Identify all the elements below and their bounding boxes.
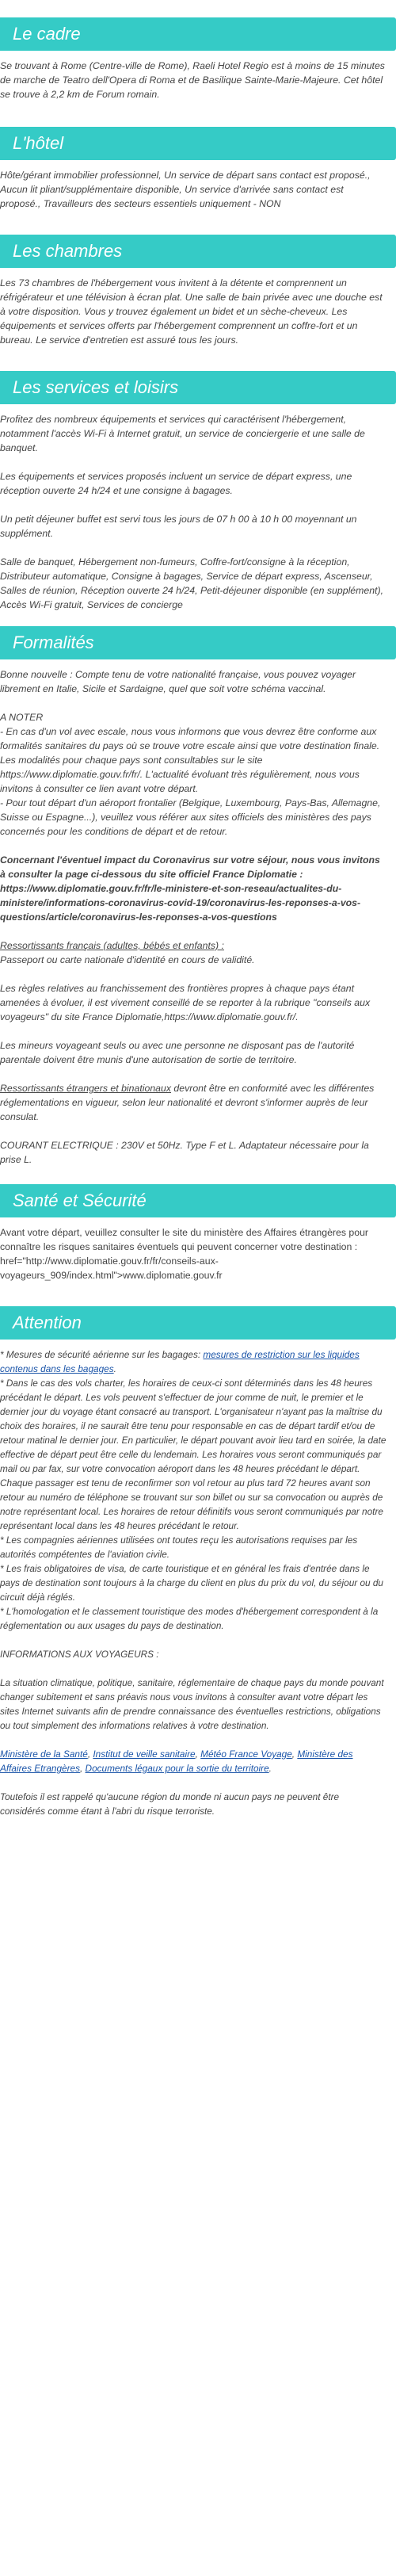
section-hotel — [0, 127, 396, 211]
section-header-formalites — [0, 626, 396, 659]
section-header-chambres — [0, 235, 396, 268]
note-line: - Pour tout départ d'un aéroport frontalier (Belgique, Luxembourg, Pays-Bas, Allemagne, Suisse ou Espagne...), veuillez vous référer aux sites officiels des ministères des pays concernés pour les conditions de départ et de retour. — [0, 797, 381, 837]
attention-item: * Les frais obligatoires de visa, de carte touristique et en général les frais d'entrée dans le pays de destination sont toujours à la charge du client en plus du prix du vol, du séjour ou du circuit déjà réglés. — [0, 1563, 383, 1603]
note-line: Les modalités pour chaque pays sont consultables sur le site https://www.diplomatie.gouv.fr/fr/. L'actualité évoluant très régulièrement, nous vous invitons à consulter ce lien avant votre départ. — [0, 755, 360, 794]
info-title: INFORMATIONS AUX VOYAGEURS : — [0, 1649, 159, 1660]
attention-item-text: . — [113, 1363, 116, 1374]
attention-item-text: * Mesures de sécurité aérienne sur les bagages: — [0, 1349, 204, 1360]
link-meteo-france[interactable]: Météo France Voyage — [200, 1749, 292, 1760]
section-header-sante — [0, 1184, 396, 1217]
paragraph: Se trouvant à Rome (Centre-ville de Rome), Raeli Hotel Regio est à moins de 15 minutes de marche de Teatro dell'Opera di Roma et de Basilique Sainte-Marie-Majeure. Cet hôtel se trouve à 2,2 km de Forum romain. — [0, 60, 385, 100]
section-header-services — [0, 371, 396, 404]
section-title: Attention — [13, 1313, 82, 1332]
ressortissants-etrangers-text: devront être en conformité avec les différentes réglementations en vigueur, selon leur nationalité et devront s'informer auprès de leur consulat. — [0, 1083, 375, 1122]
paragraph: Avant votre départ, veuillez consulter le site du ministère des Affaires étrangères pour connaître les risques sanitaires éventuels qui peuvent concerner votre destination : href="http://www.diplomatie.gouv.fr/fr/conseils-aux-voyageurs_909/index.html">www.diplomatie.gouv.fr — [0, 1227, 369, 1281]
paragraph: Bonne nouvelle : Compte tenu de votre nationalité française, vous pouvez voyager librement en Italie, Sicile et Sardaigne, quel que soit votre schéma vaccinal. — [0, 669, 356, 694]
section-title: Santé et Sécurité — [13, 1191, 147, 1210]
links-paragraph: Ministère de la Santé, Institut de veille sanitaire, Météo France Voyage, Ministère des Affaires Etrangères, Documents légaux pour la sortie du territoire. — [0, 1749, 353, 1774]
section-cadre — [0, 17, 396, 101]
paragraph: COURANT ELECTRIQUE : 230V et 50Hz. Type F et L. Adaptateur nécessaire pour la prise L. — [0, 1140, 369, 1165]
paragraph: Hôte/gérant immobilier professionnel, Un service de départ sans contact est proposé., Aucun lit pliant/supplémentaire disponible, Un service d'arrivée sans contact est proposé., Travailleurs des secteurs essentiels uniquement - NON — [0, 170, 371, 209]
note-title: A NOTER — [0, 712, 44, 723]
paragraph: Profitez des nombreux équipements et services qui caractérisent l'hébergement, notamment l'accès Wi-Fi à Internet gratuit, un service de conciergerie et une salle de banquet. — [0, 414, 365, 453]
section-header-cadre — [0, 17, 396, 51]
section-title: Les services et loisirs — [13, 377, 179, 397]
paragraph: Les équipements et services proposés incluent un service de départ express, une réception ouverte 24 h/24 et une consigne à bagages. — [0, 471, 352, 496]
section-header-attention — [0, 1306, 396, 1340]
paragraph: Les 73 chambres de l'hébergement vous invitent à la détente et comprennent un réfrigérateur et une télévision à écran plat. Une salle de bain privée avec une douche est à votre disposition. Vous y trouvez également un bidet et un sèche-cheveux. Les équipements et services offerts par l'hébergement comprennent un coffre-fort et un bureau. Le service d'entretien est assuré tous les jours. — [0, 277, 383, 346]
attention-item: * Dans le cas des vols charter, les horaires de ceux-ci sont déterminés dans les 48 heures précédant le départ. Les vols peuvent s'effectuer de jour comme de nuit, le premier et le dernier jour du voyage étant consacré au transport. L'organisateur n'ayant pas la maîtrise du choix des horaires, il ne saurait être tenu pour responsable en cas de départ tardif et/ou de retour matinal le dernier jour. En particulier, le départ pouvant avoir lieu tard en soirée, la date effective de départ peut être celle du lendemain. Les horaires vous seront communiqués par mail ou par fax, sur votre convocation aéroport dans les 48 heures précédant le départ. Chaque passager est tenu de reconfirmer son vol retour au plus tard 72 heures avant son retour au numéro de téléphone se trouvant sur son billet ou sur sa convocation ou auprès de notre représentant local. Les horaires de retour définitifs vous seront communiqués par notre représentant local dans les 48 heures précédant le retour. — [0, 1378, 386, 1531]
link-veille-sanitaire[interactable]: Institut de veille sanitaire — [93, 1749, 196, 1760]
paragraph: Passeport ou carte nationale d'identité en cours de validité. — [0, 954, 255, 965]
note-line: - En cas d'un vol avec escale, nous vous informons que vous devrez être conforme aux formalités sanitaires du pays où se trouve votre escale ainsi que votre destination finale. — [0, 726, 380, 751]
section-title: Formalités — [13, 633, 94, 652]
paragraph: Salle de banquet, Hébergement non-fumeurs, Coffre-fort/consigne à la réception, Distributeur automatique, Consigne à bagages, Service de départ express, Ascenseur, Salles de réunion, Réception ouverte 24 h/24, Petit-déjeuner disponible (en supplément), Accès Wi-Fi gratuit, Services de concierge — [0, 556, 383, 610]
section-attention — [0, 1306, 396, 1818]
section-title: L'hôtel — [13, 133, 64, 153]
paragraph: La situation climatique, politique, sanitaire, réglementaire de chaque pays du monde pouvant changer subitement et sans préavis nous vous invitons à consulter avant votre départ les sites Internet suivants afin de prendre connaissance des éventuelles restrictions, obligations ou tout simplement des informations relatives à votre destination. — [0, 1677, 384, 1731]
paragraph: Toutefois il est rappelé qu'aucune région du monde ni aucun pays ne peuvent être considérés comme étant à l'abri du risque terroriste. — [0, 1791, 340, 1817]
attention-item: * Les compagnies aériennes utilisées ont toutes reçu les autorisations requises par les autorités compétentes de l'aviation civile. — [0, 1535, 358, 1560]
attention-item — [0, 1347, 386, 1376]
section-chambres — [0, 235, 396, 347]
ressortissants-etrangers-paragraph — [0, 1081, 386, 1124]
link-ministere-sante[interactable]: Ministère de la Santé — [0, 1749, 88, 1760]
section-services — [0, 371, 396, 612]
link-affaires-etrangeres[interactable]: Ministère des Affaires Etrangères — [0, 1749, 353, 1774]
section-title: Le cadre — [13, 24, 81, 44]
paragraph: Les mineurs voyageant seuls ou avec une personne ne disposant pas de l'autorité parentale doivent être munis d'une autorisation de sortie de territoire. — [0, 1040, 355, 1065]
link-documents-legaux[interactable]: Documents légaux pour la sortie du territoire — [85, 1763, 269, 1774]
section-formalites — [0, 626, 396, 1167]
section-sante — [0, 1184, 396, 1282]
liquides-restriction-link[interactable]: mesures de restriction sur les liquides contenus dans les bagages — [0, 1349, 360, 1374]
attention-item: * L'homologation et le classement touristique des modes d'hébergement correspondent à la réglementation ou aux usages du pays de destination. — [0, 1606, 379, 1631]
section-title: Les chambres — [13, 241, 123, 261]
coronavirus-paragraph: Concernant l'éventuel impact du Coronavirus sur votre séjour, nous vous invitons à consulter la page ci-dessous du site officiel France Diplomatie : https://www.diplomatie.gouv.fr/fr/le-ministere-et-son-reseau/actualites-du-ministere/informations-coronavirus-covid-19/coronavirus-les-reponses-a-vos-questions/article/coronavirus-les-reponses-a-vos-questions — [0, 854, 380, 923]
ressortissants-etrangers-title: Ressortissants étrangers et binationaux — [0, 1083, 171, 1094]
paragraph: Les règles relatives au franchissement des frontières propres à chaque pays étant amenées à évoluer, il est vivement conseillé de se reporter à la rubrique "conseils aux voyageurs" du site France Diplomatie,https://www.diplomatie.gouv.fr/. — [0, 983, 371, 1022]
ressortissants-francais-title: Ressortissants français (adultes, bébés et enfants) : — [0, 940, 224, 951]
section-header-hotel — [0, 127, 396, 160]
paragraph: Un petit déjeuner buffet est servi tous les jours de 07 h 00 à 10 h 00 moyennant un supplément. — [0, 514, 357, 539]
